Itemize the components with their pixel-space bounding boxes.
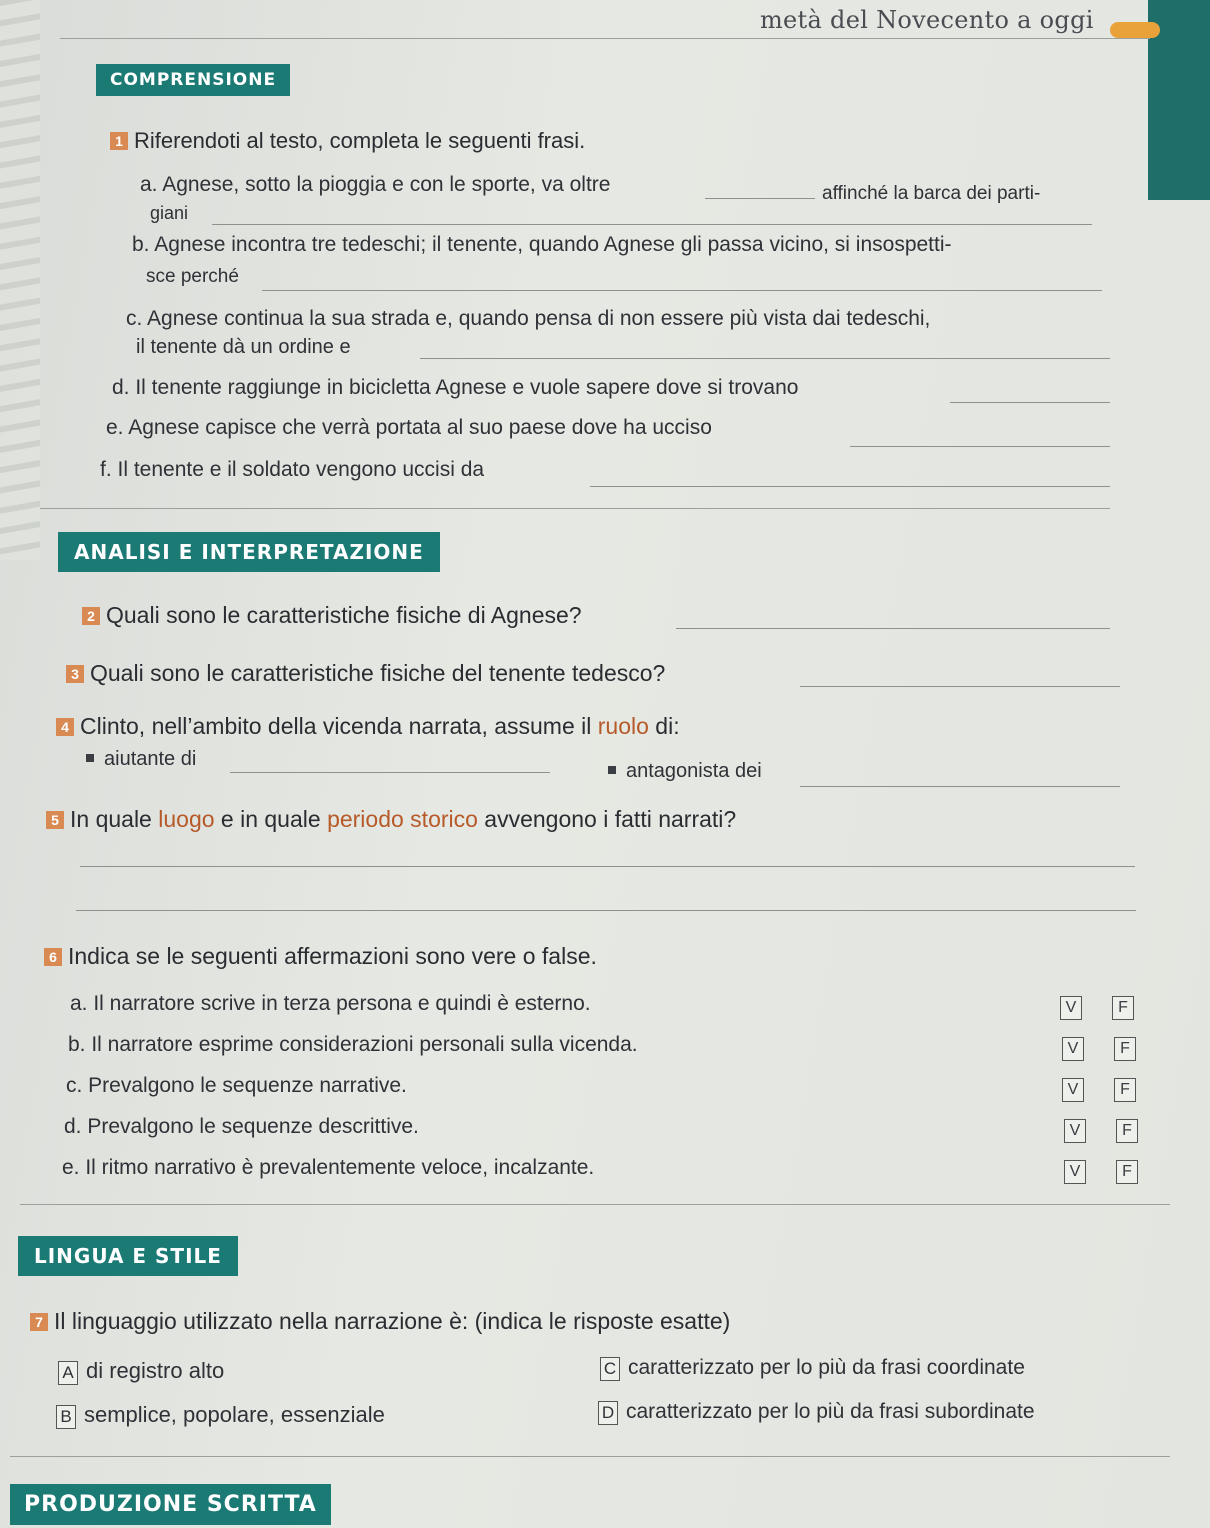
question-1-text: Riferendoti al testo, completa le seguenti frasi. — [134, 128, 586, 153]
question-number: 4 — [56, 718, 74, 736]
statement-d: d. Prevalgono le sequenze descrittive. — [64, 1115, 419, 1138]
question-number: 2 — [82, 607, 100, 625]
question-2 — [82, 602, 582, 629]
item-b-line1: b. Agnese incontra tre tedeschi; il tenente, quando Agnese gli passa vicino, si insospetti- — [132, 233, 952, 256]
bullet-icon — [608, 766, 616, 774]
question-number: 6 — [44, 948, 62, 966]
item-b-line2: sce perché — [146, 266, 239, 287]
answer-line[interactable] — [212, 224, 1092, 225]
item-c-line1: c. Agnese continua la sua strada e, quando pensa di non essere più vista dai tedeschi, — [126, 307, 931, 330]
option-a-text: di registro alto — [86, 1358, 225, 1383]
section-divider — [20, 1204, 1170, 1205]
statement-b: b. Il narratore esprime considerazioni personali sulla vicenda. — [68, 1033, 638, 1056]
corner-marker — [1110, 22, 1160, 38]
q4-option-aiutante — [86, 748, 196, 771]
bullet-icon — [86, 754, 94, 762]
section-heading-lingua: LINGUA E STILE — [18, 1236, 238, 1276]
false-checkbox[interactable]: F — [1114, 1037, 1136, 1061]
question-number: 7 — [30, 1313, 48, 1331]
item-f-line1: f. Il tenente e il soldato vengono uccisi da — [100, 458, 485, 481]
question-4-text-a: Clinto, nell’ambito della vicenda narrata, assume il — [80, 713, 598, 739]
question-2-text: Quali sono le caratteristiche fisiche di Agnese? — [106, 602, 582, 628]
answer-line[interactable] — [420, 358, 1110, 359]
question-7-text: Il linguaggio utilizzato nella narrazione è: (indica le risposte esatte) — [54, 1308, 731, 1334]
question-5-text-a: In quale — [70, 806, 159, 832]
answer-line[interactable] — [705, 198, 815, 199]
section-heading-analisi: ANALISI E INTERPRETAZIONE — [58, 532, 440, 572]
question-number: 5 — [46, 811, 64, 829]
answer-line[interactable] — [80, 866, 1135, 867]
answer-line[interactable] — [950, 402, 1110, 403]
option-c-text: caratterizzato per lo più da frasi coordinate — [628, 1356, 1025, 1379]
false-checkbox[interactable]: F — [1114, 1078, 1136, 1102]
section-heading-produzione: PRODUZIONE SCRITTA — [10, 1484, 331, 1525]
option-letter-box[interactable]: A — [58, 1361, 78, 1385]
answer-line[interactable] — [850, 446, 1110, 447]
true-checkbox[interactable]: V — [1064, 1160, 1086, 1184]
question-3 — [66, 660, 665, 687]
question-4-keyword: ruolo — [597, 713, 649, 739]
section-divider — [40, 508, 1110, 509]
statement-a: a. Il narratore scrive in terza persona e quindi è esterno. — [70, 992, 591, 1015]
question-5-text-e: avvengono i fatti narrati? — [477, 806, 737, 832]
answer-line[interactable] — [230, 772, 550, 773]
answer-line[interactable] — [76, 910, 1136, 911]
item-d-line1: d. Il tenente raggiunge in bicicletta Agnese e vuole sapere dove si trovano — [112, 376, 799, 399]
true-checkbox[interactable]: V — [1062, 1037, 1084, 1061]
item-c-line2: il tenente dà un ordine e — [136, 336, 351, 358]
question-5-keyword-periodo: periodo storico — [327, 806, 478, 832]
section-heading-comprensione: COMPRENSIONE — [96, 64, 290, 96]
item-a-line2-text: giani — [150, 203, 189, 223]
question-5 — [46, 806, 736, 833]
option-b-text: semplice, popolare, essenziale — [84, 1402, 385, 1427]
question-5-keyword-luogo: luogo — [158, 806, 215, 832]
option-letter-box[interactable]: D — [598, 1401, 618, 1425]
false-checkbox[interactable]: F — [1112, 996, 1134, 1020]
option-d[interactable] — [598, 1400, 1035, 1425]
option-d-text: caratterizzato per lo più da frasi subordinate — [626, 1400, 1035, 1423]
question-3-text: Quali sono le caratteristiche fisiche del tenente tedesco? — [90, 660, 666, 686]
question-1 — [110, 128, 585, 154]
option-letter-box[interactable]: B — [56, 1405, 76, 1429]
false-checkbox[interactable]: F — [1116, 1119, 1138, 1143]
header-rule — [60, 38, 1150, 39]
true-checkbox[interactable]: V — [1064, 1119, 1086, 1143]
answer-line[interactable] — [590, 486, 1110, 487]
q4-option-aiutante-label: aiutante di — [104, 748, 197, 770]
item-a-line1b: affinché la barca dei parti- — [822, 183, 1041, 204]
question-4 — [56, 713, 680, 740]
statement-c: c. Prevalgono le sequenze narrative. — [66, 1074, 407, 1097]
question-number: 1 — [110, 132, 128, 150]
option-c[interactable] — [600, 1356, 1025, 1381]
q4-option-antagonista-label: antagonista dei — [626, 760, 762, 782]
q4-option-antagonista — [608, 760, 762, 783]
answer-line[interactable] — [800, 786, 1120, 787]
item-a-line1: a. Agnese, sotto la pioggia e con le sporte, va oltre — [140, 173, 611, 196]
option-letter-box[interactable]: C — [600, 1357, 620, 1381]
option-b[interactable] — [56, 1402, 385, 1429]
question-number: 3 — [66, 665, 84, 683]
question-7 — [30, 1308, 730, 1335]
question-4-text-c: di: — [648, 713, 680, 739]
false-checkbox[interactable]: F — [1116, 1160, 1138, 1184]
answer-line[interactable] — [676, 628, 1110, 629]
running-title: metà del Novecento a oggi — [760, 6, 1094, 34]
true-checkbox[interactable]: V — [1060, 996, 1082, 1020]
question-6-text: Indica se le seguenti affermazioni sono vere o false. — [68, 943, 597, 969]
option-a[interactable] — [58, 1358, 224, 1385]
statement-e: e. Il ritmo narrativo è prevalentemente veloce, incalzante. — [62, 1156, 595, 1179]
page-curl-edge — [0, 0, 40, 560]
question-5-text-c: e in quale — [214, 806, 328, 832]
section-divider — [10, 1456, 1170, 1457]
item-e-line1: e. Agnese capisce che verrà portata al suo paese dove ha ucciso — [106, 416, 712, 439]
true-checkbox[interactable]: V — [1062, 1078, 1084, 1102]
question-6 — [44, 943, 597, 970]
answer-line[interactable] — [262, 290, 1102, 291]
answer-line[interactable] — [800, 686, 1120, 687]
